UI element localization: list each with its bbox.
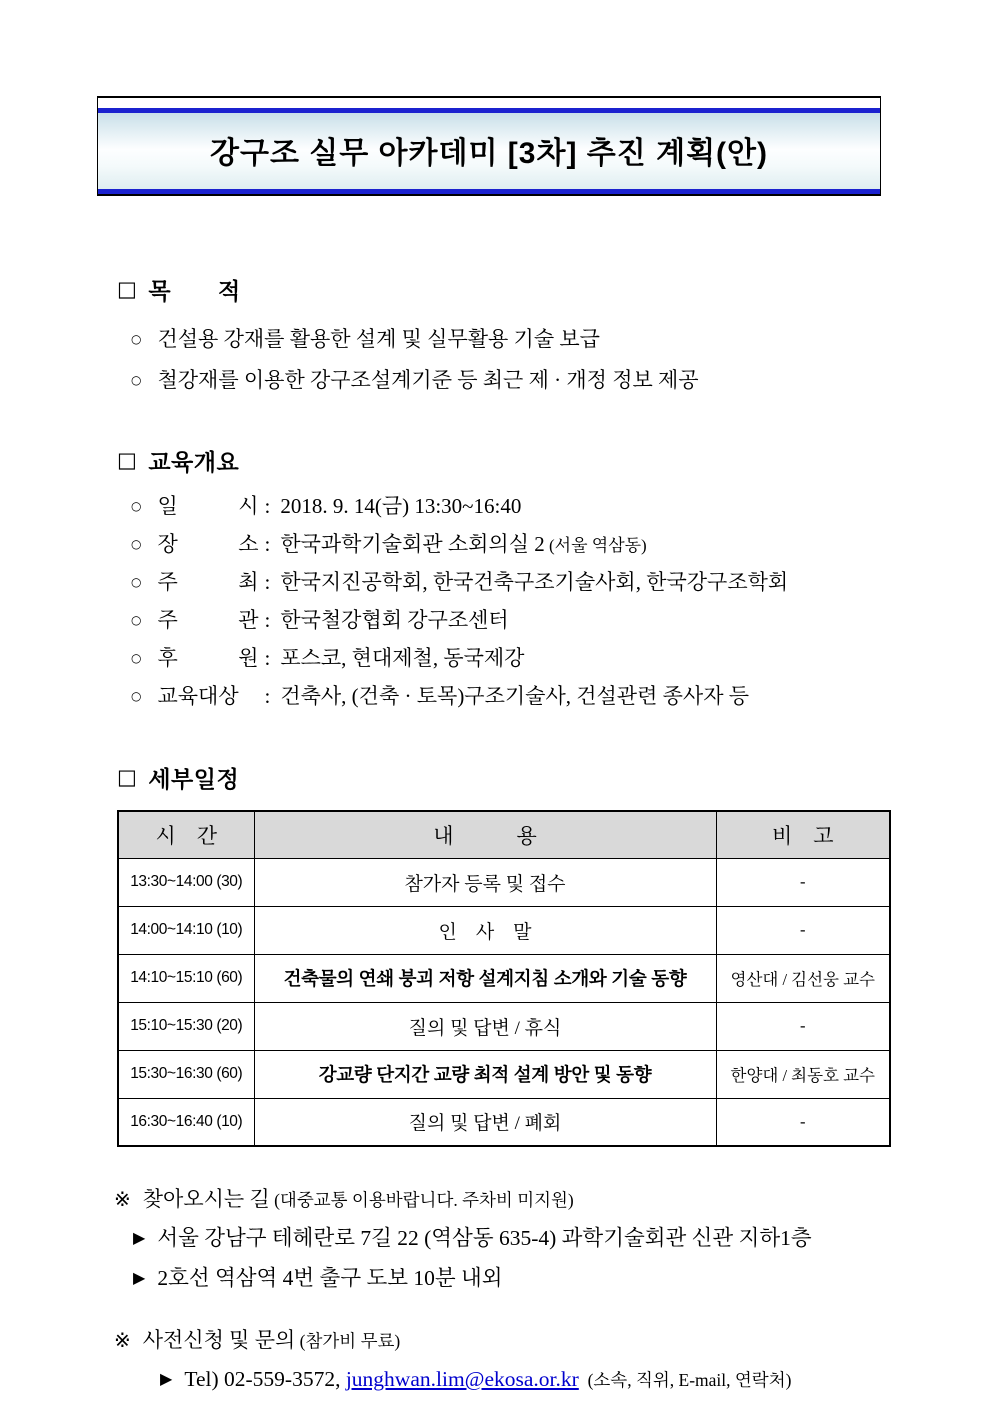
cell-note: 한양대 / 최동호 교수 (716, 1050, 890, 1098)
contact-phone: Tel) 02-559-3572, (184, 1367, 341, 1391)
cell-note: - (716, 906, 890, 954)
overview-item-value: 한국지진공학회, 한국건축구조기술사회, 한국강구조학회 (280, 570, 789, 594)
overview-item-label: 장 소 (157, 532, 259, 556)
cell-time: 13:30~14:00 (30) (118, 858, 254, 906)
section-heading-schedule (117, 761, 889, 794)
overview-item-label: 일 시 (157, 494, 259, 518)
cell-note: - (716, 858, 890, 906)
table-header-row (118, 811, 890, 858)
directions-subway: 2호선 역삼역 4번 출구 도보 10분 내외 (157, 1266, 503, 1290)
table-row (118, 1098, 890, 1146)
circle-bullet-icon: ○ (131, 332, 142, 346)
cell-content: 건축물의 연쇄 붕괴 저항 설계지침 소개와 기술 동향 (254, 954, 716, 1002)
overview-item-note: (서울 역삼동) (549, 536, 647, 555)
list-item (131, 565, 889, 603)
colon-separator: : (264, 494, 271, 518)
purpose-heading: 목 적 (148, 278, 241, 304)
schedule-table (117, 810, 891, 1147)
list-item (131, 603, 889, 641)
colon-separator: : (264, 646, 271, 670)
title-banner (98, 108, 880, 194)
list-item (131, 489, 889, 527)
circle-bullet-icon: ○ (131, 499, 142, 513)
table-row (118, 906, 890, 954)
overview-list (131, 489, 889, 717)
square-marker-icon: □ (117, 448, 138, 472)
colon-separator: : (264, 532, 271, 556)
purpose-item-text: 철강재를 이용한 강구조설계기준 등 최근 제 · 개정 정보 제공 (157, 368, 699, 392)
list-item (131, 320, 889, 361)
cell-time: 15:30~16:30 (60) (118, 1050, 254, 1098)
cell-content: 질의 및 답변 / 폐회 (254, 1098, 716, 1146)
cell-content: 질의 및 답변 / 휴식 (254, 1002, 716, 1050)
colon-separator: : (264, 684, 271, 708)
overview-item-value: 건축사, (건축 · 토목)구조기술사, 건설관련 종사자 등 (280, 684, 750, 708)
list-item (131, 641, 889, 679)
colon-separator: : (264, 608, 271, 632)
cell-content: 참가자 등록 및 접수 (254, 858, 716, 906)
circle-bullet-icon: ○ (131, 575, 142, 589)
overview-item-label: 교육대상 (157, 684, 239, 708)
application-title: 사전신청 및 문의 (142, 1328, 296, 1352)
list-item (131, 527, 889, 565)
contact-email-link[interactable]: junghwan.lim@ekosa.or.kr (345, 1367, 579, 1391)
list-item (131, 679, 889, 717)
circle-bullet-icon: ○ (131, 689, 142, 703)
square-marker-icon: □ (117, 765, 138, 789)
reference-mark-icon: ※ (114, 1330, 131, 1352)
table-row (118, 1002, 890, 1050)
triangle-marker-icon: ▶ (160, 1369, 173, 1388)
application-title-note: (참가비 무료) (299, 1331, 401, 1351)
column-header-note: 비 고 (716, 811, 890, 858)
cell-note: - (716, 1002, 890, 1050)
circle-bullet-icon: ○ (131, 537, 142, 551)
purpose-list (131, 320, 889, 402)
table-row (118, 858, 890, 906)
cell-note: 영산대 / 김선웅 교수 (716, 954, 890, 1002)
overview-item-value: 한국과학기술회관 소회의실 2 (280, 532, 545, 556)
column-header-content: 내 용 (254, 811, 716, 858)
directions-address-line (133, 1219, 914, 1259)
column-header-time: 시 간 (118, 811, 254, 858)
circle-bullet-icon: ○ (131, 613, 142, 627)
overview-item-value: 포스코, 현대제철, 동국제강 (280, 646, 525, 670)
directions-subway-line (133, 1259, 914, 1299)
overview-item-label: 주 최 (157, 570, 259, 594)
cell-content: 강교량 단지간 교량 최적 설계 방안 및 동향 (254, 1050, 716, 1098)
overview-heading: 교육개요 (148, 449, 240, 475)
cell-time: 14:00~14:10 (10) (118, 906, 254, 954)
directions-title: 찾아오시는 길 (142, 1187, 270, 1211)
circle-bullet-icon: ○ (131, 651, 142, 665)
directions-note (114, 1180, 914, 1299)
directions-address: 서울 강남구 테헤란로 7길 22 (역삼동 635-4) 과학기술회관 신관 지하1층 (157, 1226, 812, 1250)
table-row (118, 954, 890, 1002)
circle-bullet-icon: ○ (131, 373, 142, 387)
document-title: 강구조 실무 아카데미 [3차] 추진 계획(안) (209, 137, 769, 170)
overview-item-label: 후 원 (157, 646, 259, 670)
section-heading-overview (117, 444, 889, 477)
application-note (114, 1321, 914, 1400)
cell-time: 15:10~15:30 (20) (118, 1002, 254, 1050)
reference-mark-icon: ※ (114, 1189, 131, 1211)
title-banner-frame (97, 96, 881, 196)
table-row (118, 1050, 890, 1098)
overview-item-label: 주 관 (157, 608, 259, 632)
triangle-marker-icon: ▶ (133, 1228, 146, 1247)
cell-time: 14:10~15:10 (60) (118, 954, 254, 1002)
square-marker-icon: □ (117, 277, 138, 301)
application-heading-line (114, 1321, 914, 1360)
schedule-heading: 세부일정 (148, 766, 240, 792)
contact-fields-note: (소속, 직위, E-mail, 연락처) (587, 1370, 792, 1390)
colon-separator: : (264, 570, 271, 594)
cell-time: 16:30~16:40 (10) (118, 1098, 254, 1146)
list-item (131, 361, 889, 402)
cell-note: - (716, 1098, 890, 1146)
purpose-item-text: 건설용 강재를 활용한 설계 및 실무활용 기술 보급 (157, 327, 600, 351)
contact-line (160, 1360, 914, 1400)
directions-title-note: (대중교통 이용바랍니다. 주차비 미지원) (274, 1190, 574, 1210)
triangle-marker-icon: ▶ (133, 1268, 146, 1287)
section-heading-purpose (117, 273, 889, 306)
cell-content: 인 사 말 (254, 906, 716, 954)
overview-item-value: 2018. 9. 14(금) 13:30~16:40 (280, 494, 522, 518)
directions-heading-line (114, 1180, 914, 1219)
overview-item-value: 한국철강협회 강구조센터 (280, 608, 509, 632)
